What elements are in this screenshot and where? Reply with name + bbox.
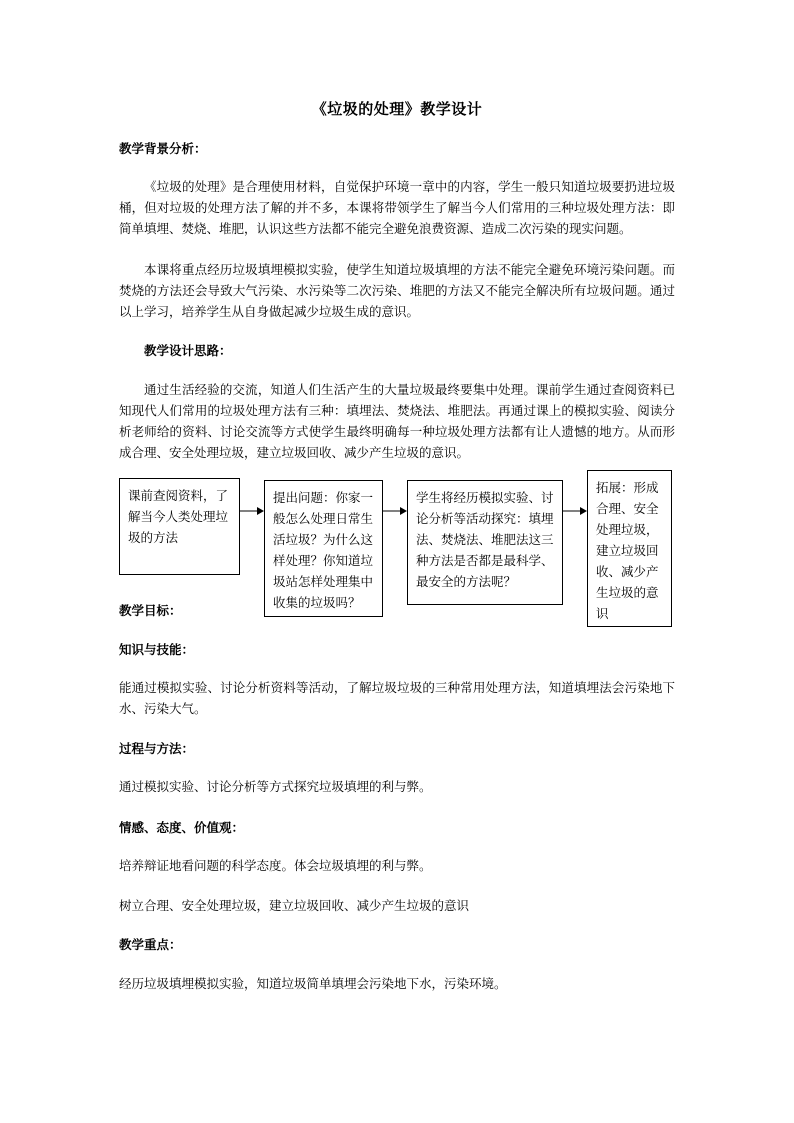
emotion-heading: 情感、态度、价值观：	[119, 820, 245, 835]
emotion-text-1: 培养辩证地看问题的科学态度。体会垃圾填埋的利与弊。	[119, 858, 432, 873]
background-paragraph-2: 本课将重点经历垃圾填埋模拟实验，使学生知道垃圾填埋的方法不能完全避免环境污染问题。而焚烧的方法还会导致大气污染、水污染等二次污染、堆肥的方法又不能完全解决所有垃圾问题。通过以上学习，培养学生从自身做起减少垃圾生成的意识。	[119, 262, 675, 319]
background-paragraph-1: 《垃圾的处理》是合理使用材料，自觉保护环境一章中的内容，学生一般只知道垃圾要扔进垃圾桶，但对垃圾的处理方法了解的并不多，本课将带领学生了解当今人们常用的三种垃圾处理方法：即简单填埋、焚烧、堆肥，认识这些方法都不能完全避免浪费资源、造成二次污染的现实问题。	[119, 179, 675, 236]
background-heading: 教学背景分析：	[119, 141, 207, 156]
objectives-heading: 教学目标：	[119, 603, 182, 618]
flow-arrow-2	[383, 505, 407, 517]
flow-arrow-3	[563, 505, 587, 517]
key-points-text: 经历垃圾填埋模拟实验，知道垃圾简单填埋会污染地下水，污染环境。	[119, 976, 507, 991]
flow-box-2: 提出问题：你家一般怎么处理日常生活垃圾？为什么这样处理？你知道垃圾站怎样处理集中收集的垃圾吗？	[264, 480, 383, 617]
flow-box-4: 拓展：形成合理、安全处理垃圾，建立垃圾回收、减少产生垃圾的意识	[587, 470, 672, 627]
process-heading: 过程与方法：	[119, 741, 195, 756]
emotion-text-2: 树立合理、安全处理垃圾，建立垃圾回收、减少产生垃圾的意识	[119, 898, 470, 913]
flow-box-3: 学生将经历模拟实验、讨论分析等活动探究：填埋法、焚烧法、堆肥法这三种方法是否都是最科学、最安全的方法呢？	[407, 480, 563, 605]
key-points-heading: 教学重点：	[119, 937, 182, 952]
process-text: 通过模拟实验、讨论分析等方式探究垃圾填埋的利与弊。	[119, 779, 432, 794]
document-title: 《垃圾的处理》教学设计	[311, 100, 483, 118]
design-heading: 教学设计思路：	[144, 343, 232, 358]
flow-box-1: 课前查阅资料，了解当今人类处理垃圾的方法	[119, 478, 240, 575]
flow-arrow-1	[240, 505, 264, 517]
knowledge-text: 能通过模拟实验、讨论分析资料等活动，了解垃圾垃圾的三种常用处理方法，知道填埋法会污染地下水、污染大气。	[119, 680, 675, 716]
knowledge-heading: 知识与技能：	[119, 642, 195, 657]
design-paragraph: 通过生活经验的交流，知道人们生活产生的大量垃圾最终要集中处理。课前学生通过查阅资料已知现代人们常用的垃圾处理方法有三种：填埋法、焚烧法、堆肥法。再通过课上的模拟实验、阅读分析老师给的资料、讨论交流等方式使学生最终明确每一种垃圾处理方法都有让人遗憾的地方。从而形成合理、安全处理垃圾，建立垃圾回收、减少产生垃圾的意识。	[119, 382, 675, 460]
